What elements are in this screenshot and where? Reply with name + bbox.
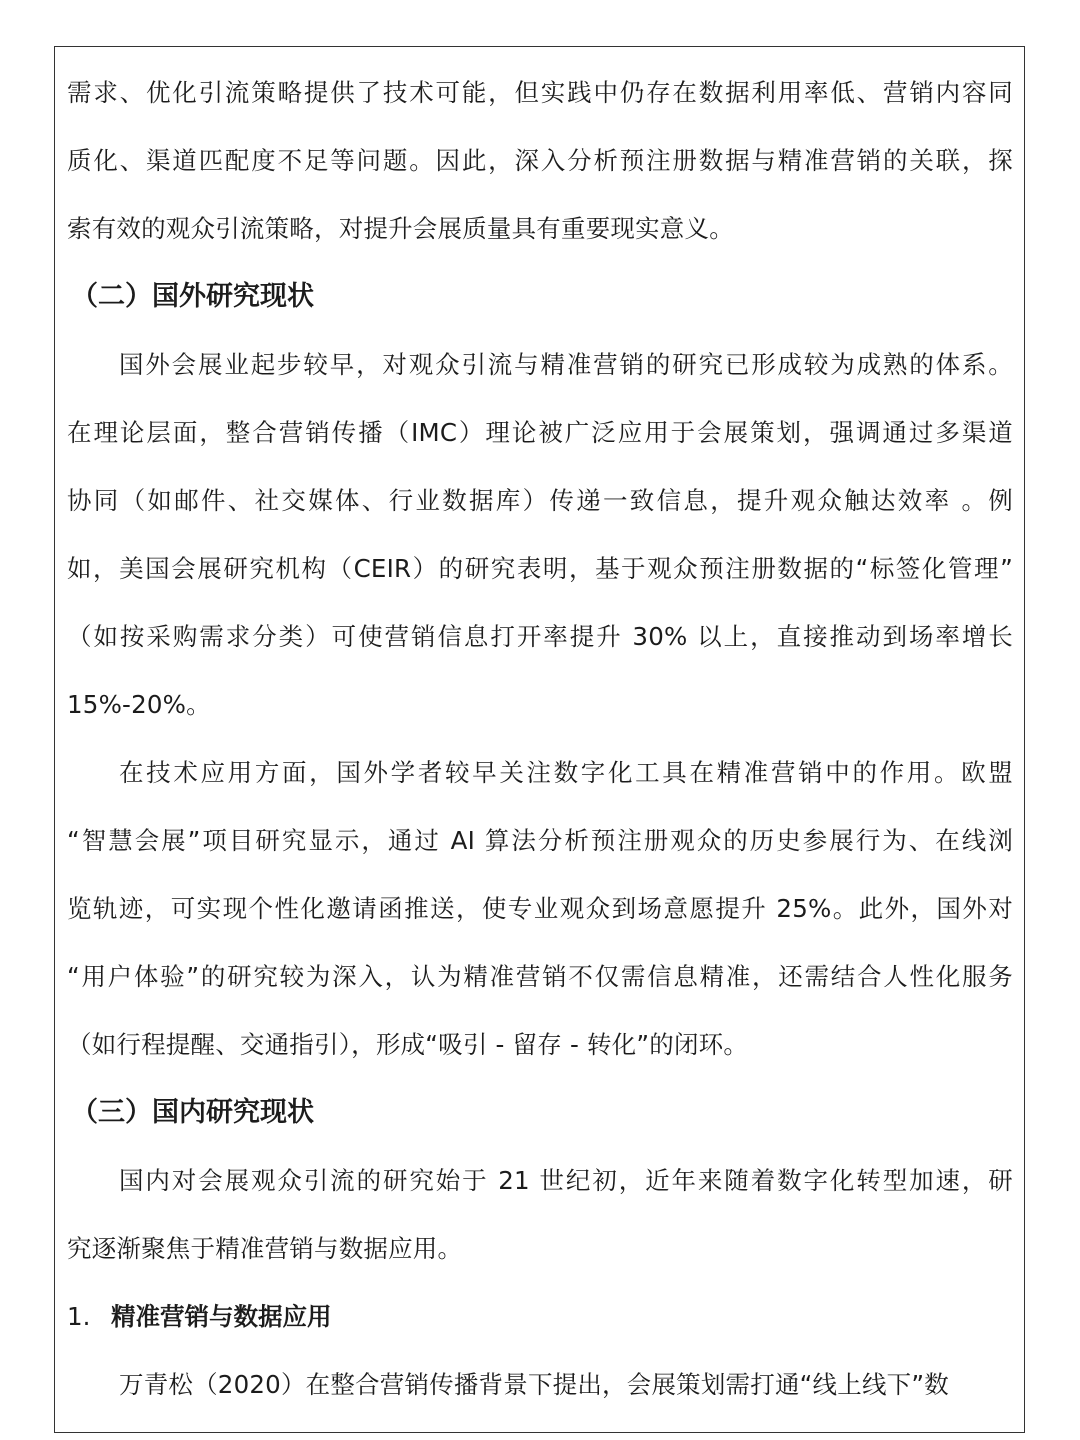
text-line: 在理论层面，整合营销传播（IMC）理论被广泛应用于会展策划，强调通过多渠道 — [67, 418, 1013, 447]
text-line: 览轨迹，可实现个性化邀请函推送，使专业观众到场意愿提升 25%。此外，国外对 — [67, 894, 1013, 923]
text-line: 如，美国会展研究机构（CEIR）的研究表明，基于观众预注册数据的“标签化管理” — [67, 554, 1013, 583]
section-heading-domestic: （三）国内研究现状 — [71, 1097, 314, 1128]
text-line: 15%-20%。 — [67, 690, 211, 719]
text-line: “用户体验”的研究较为深入，认为精准营销不仅需信息精准，还需结合人性化服务 — [67, 962, 1013, 991]
page-frame — [54, 46, 1025, 1433]
subsection-number: 1. — [67, 1302, 91, 1331]
section-heading-foreign: （二）国外研究现状 — [71, 281, 314, 312]
text-line: （如行程提醒、交通指引），形成“吸引 - 留存 - 转化”的闭环。 — [67, 1030, 749, 1059]
text-line: 国内对会展观众引流的研究始于 21 世纪初，近年来随着数字化转型加速，研 — [119, 1166, 1013, 1195]
text-line: 国外会展业起步较早，对观众引流与精准营销的研究已形成较为成熟的体系。 — [119, 350, 1013, 379]
subsection-heading — [67, 1283, 1013, 1351]
text-line: “智慧会展”项目研究显示，通过 AI 算法分析预注册观众的历史参展行为、在线浏 — [67, 826, 1013, 855]
text-line: （如按采购需求分类）可使营销信息打开率提升 30% 以上，直接推动到场率增长 — [67, 622, 1013, 651]
text-line: 索有效的观众引流策略，对提升会展质量具有重要现实意义。 — [67, 214, 734, 243]
subsection-title: 精准营销与数据应用 — [111, 1302, 332, 1331]
text-line: 在技术应用方面，国外学者较早关注数字化工具在精准营销中的作用。欧盟 — [119, 758, 1013, 787]
text-line: 质化、渠道匹配度不足等问题。因此，深入分析预注册数据与精准营销的关联，探 — [67, 146, 1013, 175]
text-line: 协同（如邮件、社交媒体、行业数据库）传递一致信息，提升观众触达效率 。例 — [67, 486, 1013, 515]
text-line: 万青松（2020）在整合营销传播背景下提出，会展策划需打通“线上线下”数 — [119, 1370, 949, 1399]
text-line: 究逐渐聚焦于精准营销与数据应用。 — [67, 1234, 463, 1263]
text-line: 需求、优化引流策略提供了技术可能，但实践中仍存在数据利用率低、营销内容同 — [67, 78, 1013, 107]
document-body — [67, 59, 1013, 1419]
